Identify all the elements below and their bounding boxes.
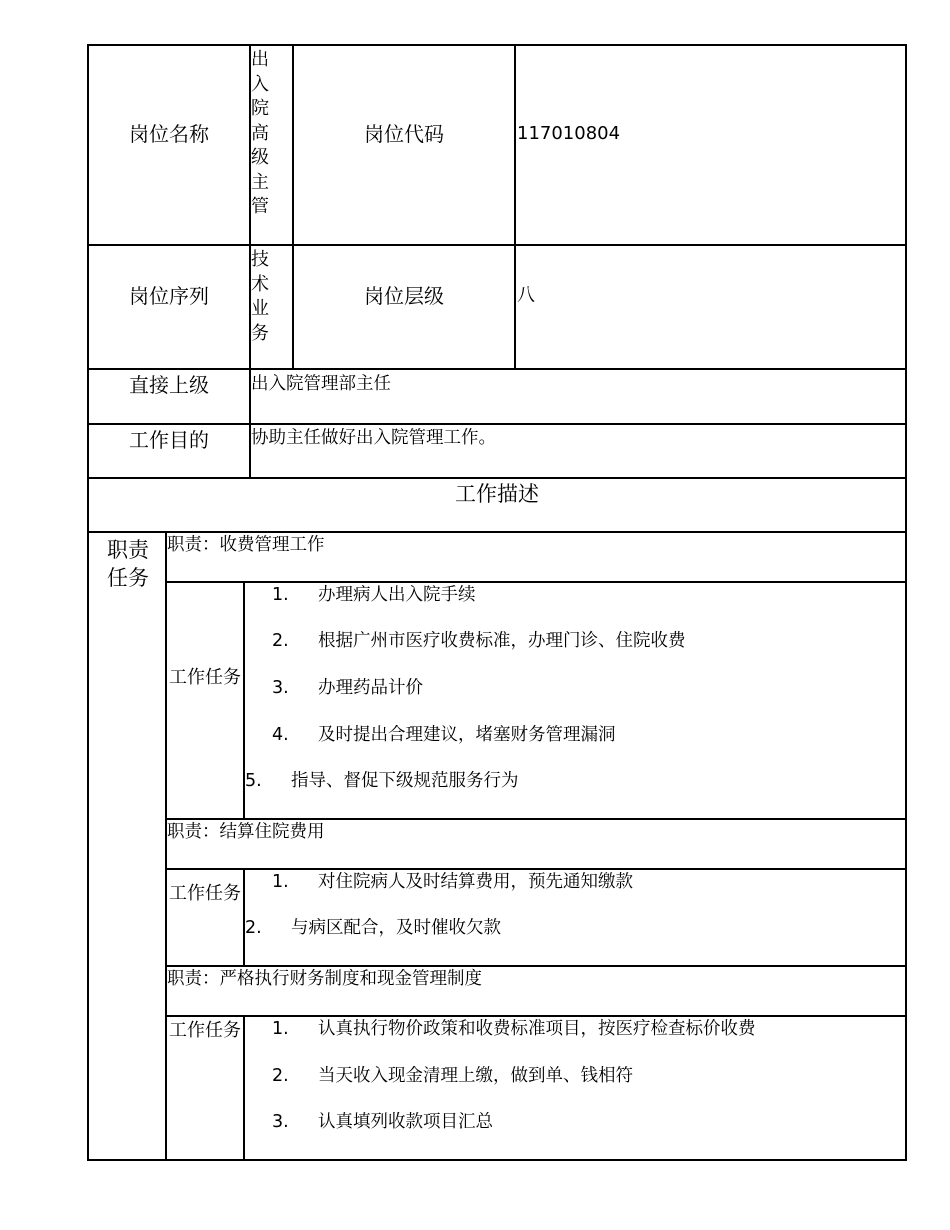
purpose-label: 工作目的 (129, 428, 209, 452)
task-label: 工作任务 (169, 1020, 241, 1041)
level-label: 岗位层级 (364, 284, 444, 308)
duties-label: 职责任务 (107, 538, 149, 590)
task-item: 4. 及时提出合理建议，堵塞财务管理漏洞 (272, 725, 616, 745)
position-code-label: 岗位代码 (364, 122, 444, 146)
duty-title: 职责：收费管理工作 (167, 535, 325, 555)
task-item: 1. 办理病人出入院手续 (272, 585, 476, 605)
duty-title: 职责：严格执行财务制度和现金管理制度 (167, 969, 482, 989)
sequence-label: 岗位序列 (129, 284, 209, 308)
task-item: 2. 与病区配合，及时催收欠款 (245, 918, 501, 938)
task-item: 2. 当天收入现金清理上缴，做到单、钱相符 (272, 1066, 633, 1086)
task-item: 3. 办理药品计价 (272, 678, 423, 698)
position-name-value: 出入院高级主管 (251, 49, 269, 217)
task-item: 5. 指导、督促下级规范服务行为 (245, 771, 519, 791)
position-name-label: 岗位名称 (129, 122, 209, 146)
level-value: 八 (517, 285, 535, 306)
task-item: 3. 认真填列收款项目汇总 (272, 1112, 493, 1132)
work-description-title: 工作描述 (455, 482, 539, 506)
task-label: 工作任务 (169, 667, 241, 688)
sequence-value: 技术业务 (251, 249, 269, 344)
task-item: 1. 对住院病人及时结算费用，预先通知缴款 (272, 872, 633, 892)
task-item: 2. 根据广州市医疗收费标准，办理门诊、住院收费 (272, 631, 686, 651)
purpose-value: 协助主任做好出入院管理工作。 (251, 428, 496, 448)
task-item: 1. 认真执行物价政策和收费标准项目，按医疗检查标价收费 (272, 1019, 756, 1039)
task-label: 工作任务 (169, 883, 241, 904)
position-code-value: 117010804 (517, 123, 621, 144)
duty-title: 职责：结算住院费用 (167, 822, 325, 842)
supervisor-label: 直接上级 (129, 373, 209, 397)
supervisor-value: 出入院管理部主任 (251, 374, 391, 394)
